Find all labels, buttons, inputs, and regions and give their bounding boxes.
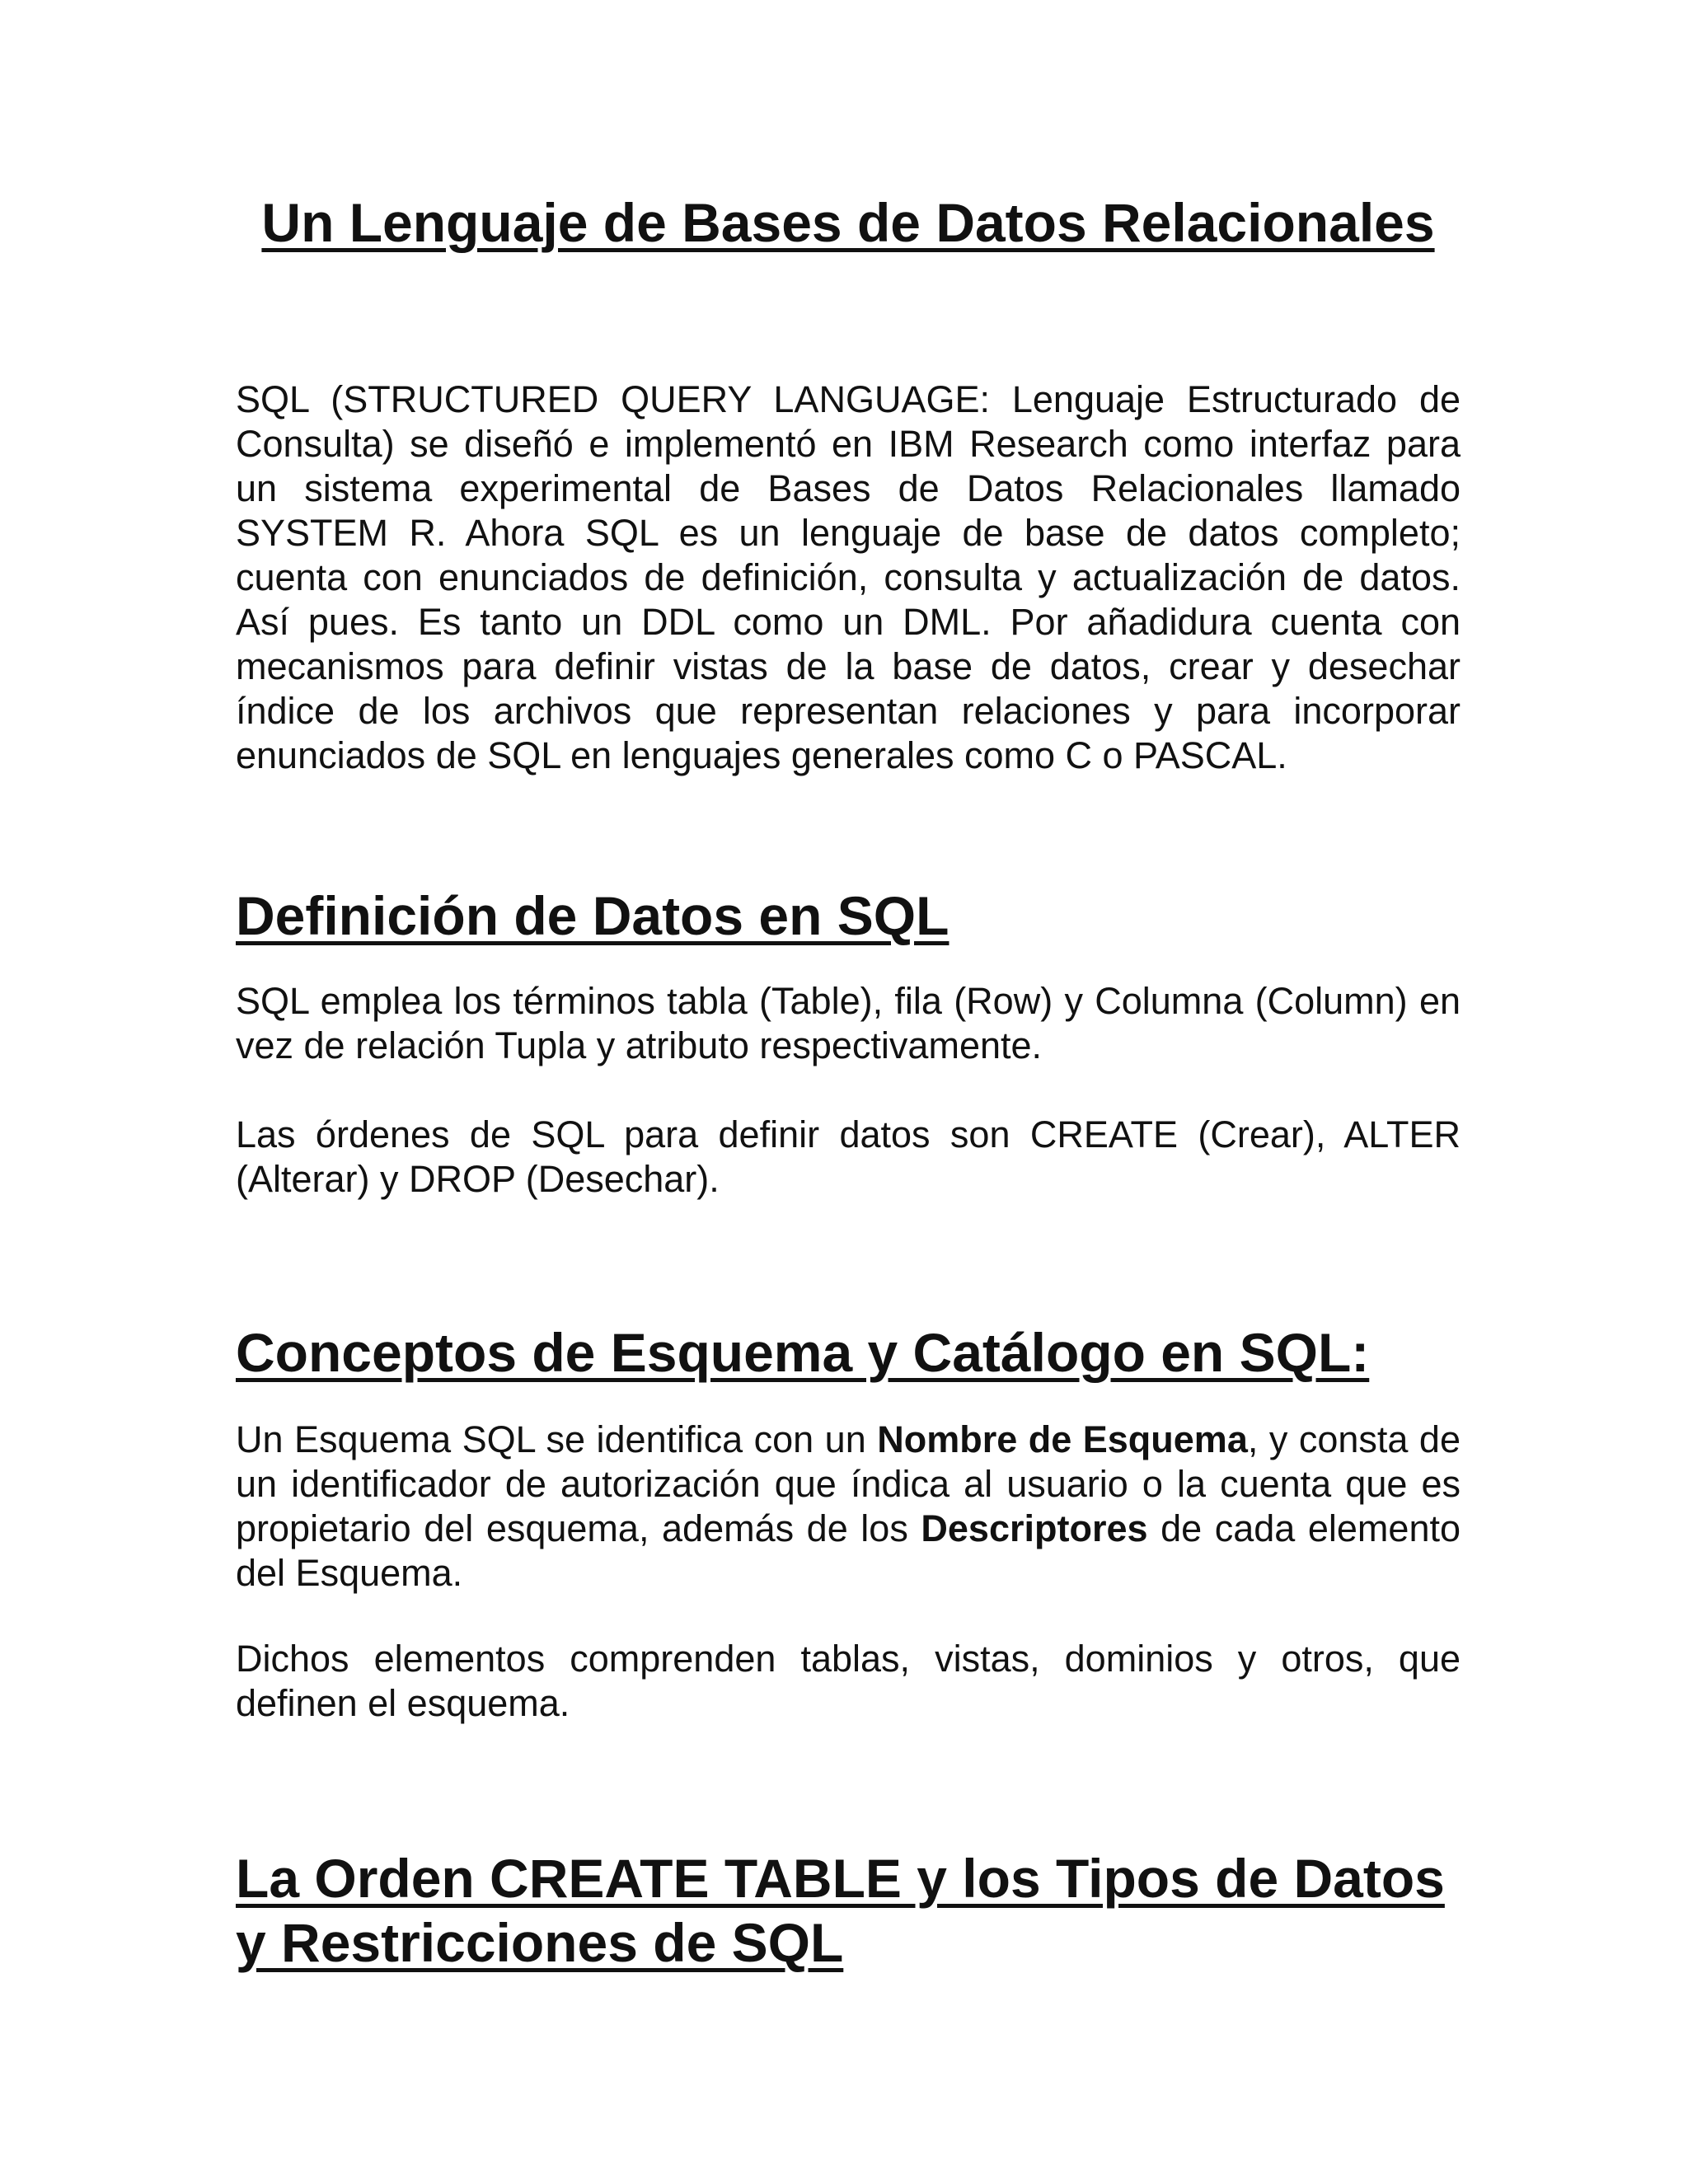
esquema-paragraph-1 xyxy=(236,1418,1461,1596)
esquema-paragraph-2: Dichos elementos comprenden tablas, vistas, dominios y otros, que definen el esquema. xyxy=(236,1638,1461,1724)
definicion-paragraph-2: Las órdenes de SQL para definir datos son CREATE (Crear), ALTER (Alterar) y DROP (Desechar). xyxy=(236,1113,1461,1200)
document-title: Un Lenguaje de Bases de Datos Relacionales xyxy=(261,192,1435,253)
nombre-de-esquema-bold: Nombre de Esquema xyxy=(877,1418,1248,1460)
section-heading-create-line2: y Restricciones de SQL xyxy=(236,1912,844,1973)
section-heading-create-line1: La Orden CREATE TABLE y los Tipos de Datos xyxy=(236,1848,1445,1909)
esquema-text-2: , y consta de un identificador de autorización que índica al usuario o la cuenta que es propietario del esquema, además de los xyxy=(236,1418,1461,1549)
esquema-text-3: de cada elemento del Esquema. xyxy=(236,1507,1461,1594)
descriptores-bold: Descriptores xyxy=(921,1507,1148,1549)
section-heading-esquema: Conceptos de Esquema y Catálogo en SQL: xyxy=(236,1322,1370,1383)
esquema-text-1: Un Esquema SQL se identifica con un xyxy=(236,1418,878,1460)
document-page xyxy=(236,0,1461,2184)
section-heading-definicion: Definición de Datos en SQL xyxy=(236,885,950,946)
definicion-paragraph-1: SQL emplea los términos tabla (Table), fila (Row) y Columna (Column) en vez de relación Tupla y atributo respectivamente. xyxy=(236,980,1461,1066)
intro-paragraph: SQL (STRUCTURED QUERY LANGUAGE: Lenguaje Estructurado de Consulta) se diseñó e implementó en IBM Research como interfaz para un sistema experimental de Bases de Datos Relacionales llamado SYSTEM R. Ahora SQL es un lenguaje de base de datos completo; cuenta con enunciados de definición, consulta y actualización de datos. Así pues. Es tanto un DDL como un DML. Por añadidura cuenta con mecanismos para definir vistas de la base de datos, crear y desechar índice de los archivos que representan relaciones y para incorporar enunciados de SQL en lenguajes generales como C o PASCAL. xyxy=(236,378,1461,776)
